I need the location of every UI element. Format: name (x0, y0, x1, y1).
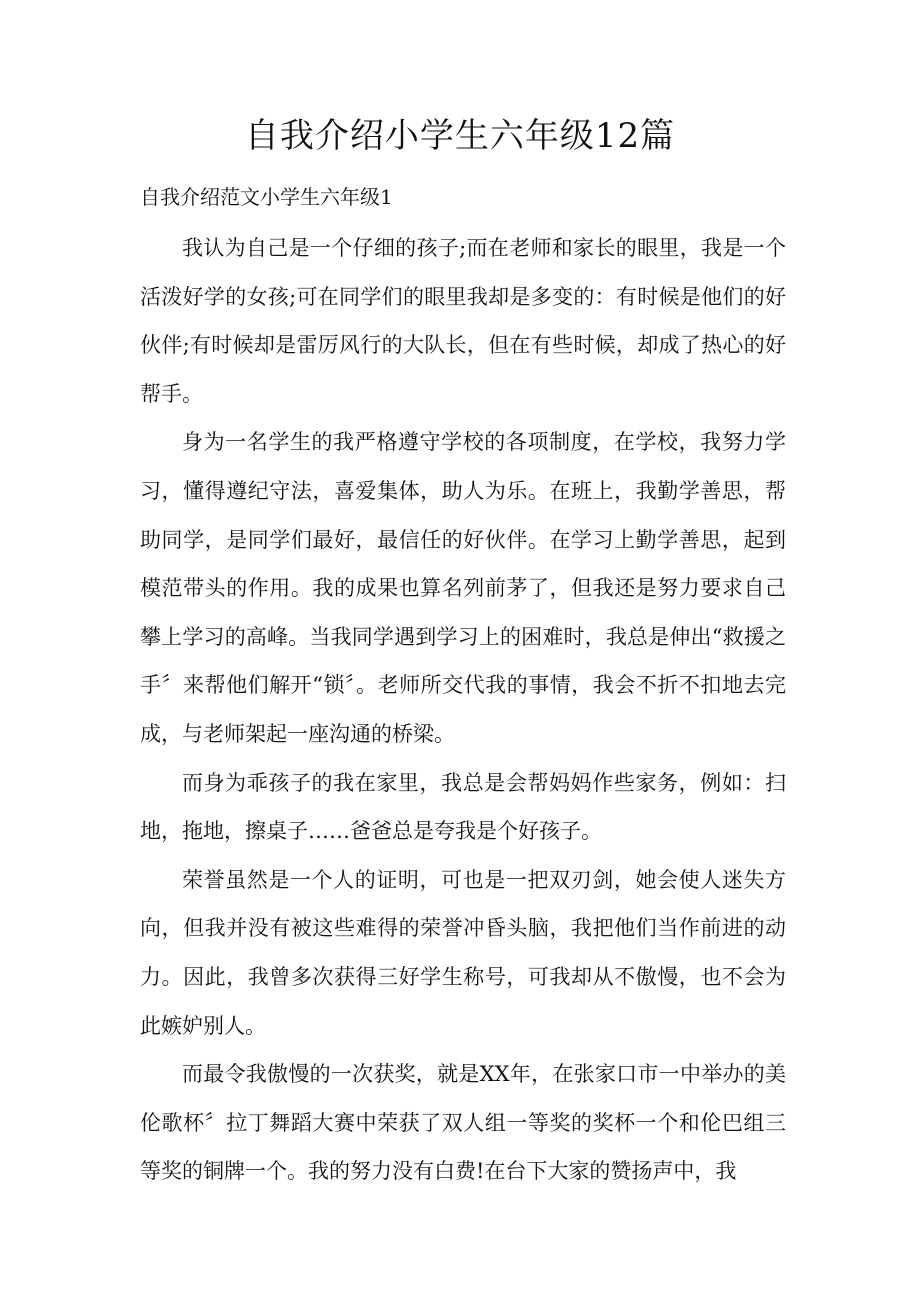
document-body (140, 224, 786, 1196)
section-heading: 自我介绍范文小学生六年级1 (140, 185, 393, 209)
paragraph: 身为一名学生的我严格遵守学校的各项制度，在学校，我努力学习，懂得遵纪守法，喜爱集体，助人为乐。在班上，我勤学善思，帮助同学，是同学们最好，最信任的好伙伴。在学习上勤学善思，起到模范带头的作用。我的成果也算名列前茅了，但我还是努力要求自己攀上学习的高峰。当我同学遇到学习上的困难时，我总是伸出“救援之手〞来帮他们解开“锁〞。老师所交代我的事情，我会不折不扣地去完成，与老师架起一座沟通的桥梁。 (140, 430, 786, 746)
document-title: 自我介绍小学生六年级12篇 (244, 116, 676, 156)
paragraph: 而最令我傲慢的一次获奖，就是XX年，在张家口市一中举办的美伦歌杯〞拉丁舞蹈大赛中荣获了双人组一等奖的奖杯一个和伦巴组三等奖的铜牌一个。我的努力没有白费!在台下大家的赞扬声中，我 (140, 1062, 786, 1184)
paragraph: 荣誉虽然是一个人的证明，可也是一把双刃剑，她会使人迷失方向，但我并没有被这些难得的荣誉冲昏头脑，我把他们当作前进的动力。因此，我曾多次获得三好学生称号，可我却从不傲慢，也不会为此嫉妒别人。 (140, 867, 786, 1038)
paragraph: 我认为自己是一个仔细的孩子;而在老师和家长的眼里，我是一个活泼好学的女孩;可在同学们的眼里我却是多变的：有时候是他们的好伙伴;有时候却是雷厉风行的大队长，但在有些时候，却成了热心的好帮手。 (140, 236, 786, 406)
paragraph: 而身为乖孩子的我在家里，我总是会帮妈妈作些家务，例如：扫地，拖地，擦桌子……爸爸总是夸我是个好孩子。 (140, 770, 786, 844)
